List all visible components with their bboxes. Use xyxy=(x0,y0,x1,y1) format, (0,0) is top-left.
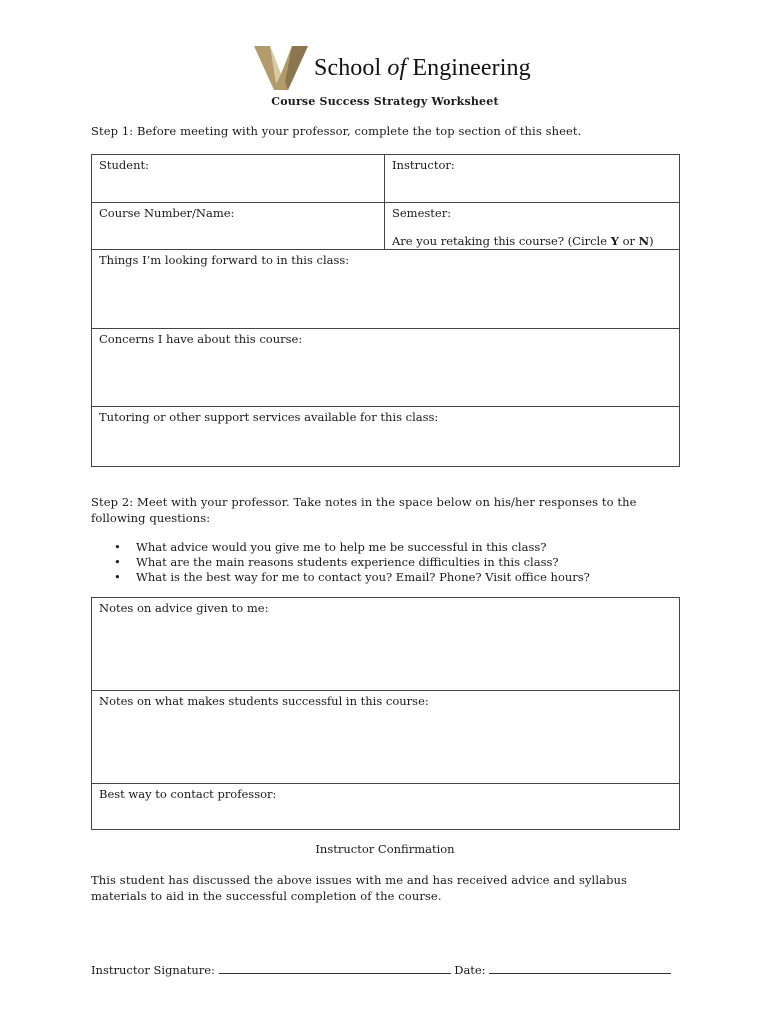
retake-yes-option[interactable]: Y xyxy=(610,234,619,248)
step1-instruction: Step 1: Before meeting with your professor, complete the top section of this sheet. xyxy=(91,124,582,138)
looking-forward-label: Things I’m looking forward to in this class: xyxy=(99,253,350,267)
student-label: Student: xyxy=(99,158,149,172)
list-item: • What advice would you give me to help me be successful in this class? xyxy=(114,540,547,554)
step2-instruction-line1: Step 2: Meet with your professor. Take notes in the space below on his/her responses to the xyxy=(91,495,637,509)
logo-wordmark: School of Engineering xyxy=(314,54,531,81)
concerns-field[interactable] xyxy=(92,329,679,406)
contact-notes-label: Best way to contact professor: xyxy=(99,787,277,801)
date-input[interactable] xyxy=(489,963,671,974)
step1-form-box xyxy=(91,154,680,467)
concerns-label: Concerns I have about this course: xyxy=(99,332,303,346)
confirmation-text-line1: This student has discussed the above issues with me and has received advice and syllabus xyxy=(91,873,628,887)
step2-notes-box xyxy=(91,597,680,830)
signature-input[interactable] xyxy=(219,963,451,974)
v-shield-icon xyxy=(252,44,310,92)
retake-no-option[interactable]: N xyxy=(638,234,650,248)
list-item: • What is the best way for me to contact you? Email? Phone? Visit office hours? xyxy=(114,570,590,584)
signature-row xyxy=(91,963,671,977)
success-notes-label: Notes on what makes students successful in this course: xyxy=(99,694,429,708)
school-logo xyxy=(252,44,531,92)
retake-question: Are you retaking this course? (Circle Y or N) xyxy=(392,234,654,248)
instructor-field[interactable] xyxy=(385,155,679,202)
contact-notes-field[interactable] xyxy=(92,784,679,829)
success-notes-field[interactable] xyxy=(92,691,679,783)
page-title: Course Success Strategy Worksheet xyxy=(271,95,499,108)
step2-instruction-line2: following questions: xyxy=(91,511,211,525)
student-field[interactable] xyxy=(92,155,384,202)
list-item: • What are the main reasons students experience difficulties in this class? xyxy=(114,555,559,569)
signature-label: Instructor Signature: xyxy=(91,963,219,977)
question-list xyxy=(114,540,590,585)
course-field[interactable] xyxy=(92,203,384,249)
advice-notes-label: Notes on advice given to me: xyxy=(99,601,269,615)
semester-label: Semester: xyxy=(392,206,452,220)
advice-notes-field[interactable] xyxy=(92,598,679,690)
looking-forward-field[interactable] xyxy=(92,250,679,328)
tutoring-label: Tutoring or other support services available for this class: xyxy=(99,410,439,424)
confirmation-text-line2: materials to aid in the successful completion of the course. xyxy=(91,889,442,903)
date-label: Date: xyxy=(450,963,490,977)
course-label: Course Number/Name: xyxy=(99,206,235,220)
instructor-label: Instructor: xyxy=(392,158,455,172)
confirmation-heading: Instructor Confirmation xyxy=(315,842,455,856)
tutoring-field[interactable] xyxy=(92,407,679,466)
